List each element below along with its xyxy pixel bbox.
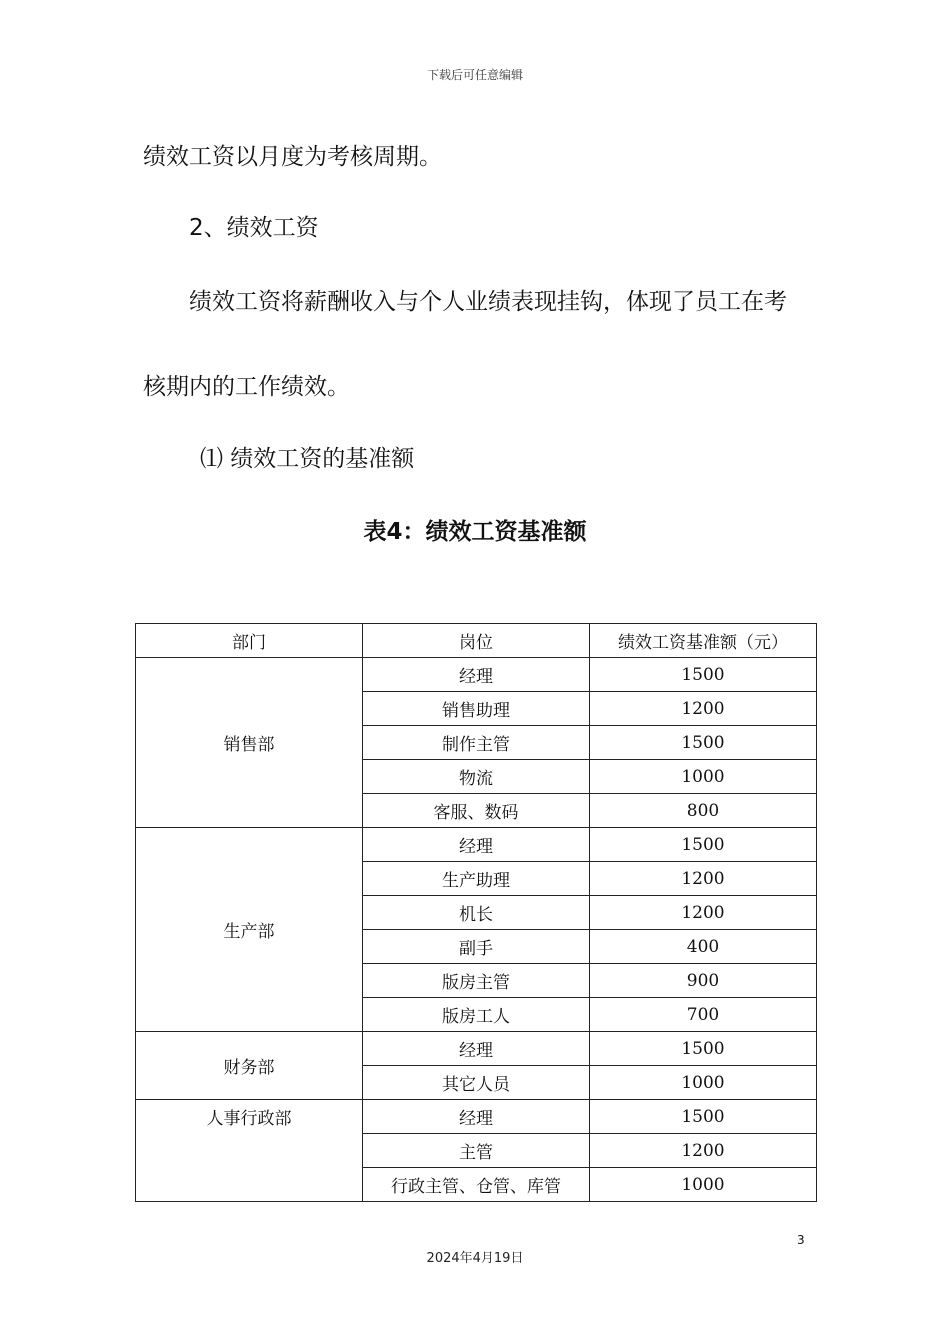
department-cell: 人事行政部: [136, 1100, 363, 1202]
header-amount: 绩效工资基准额（元）: [590, 624, 817, 658]
table-row: [136, 1100, 817, 1134]
amount-cell: 1500: [590, 1032, 817, 1066]
amount-cell: 400: [590, 930, 817, 964]
position-cell: 经理: [363, 1100, 590, 1134]
position-cell: 生产助理: [363, 862, 590, 896]
amount-cell: 800: [590, 794, 817, 828]
position-cell: 副手: [363, 930, 590, 964]
header-department: 部门: [136, 624, 363, 658]
amount-cell: 1200: [590, 1134, 817, 1168]
position-cell: 主管: [363, 1134, 590, 1168]
position-cell: 制作主管: [363, 726, 590, 760]
amount-cell: 1000: [590, 760, 817, 794]
amount-cell: 1200: [590, 862, 817, 896]
amount-cell: 1000: [590, 1066, 817, 1100]
department-cell: 销售部: [136, 658, 363, 828]
subsection-heading: ⑴ 绩效工资的基准额: [200, 446, 415, 472]
position-cell: 其它人员: [363, 1066, 590, 1100]
position-cell: 机长: [363, 896, 590, 930]
position-cell: 客服、数码: [363, 794, 590, 828]
amount-cell: 1500: [590, 828, 817, 862]
table-header-row: [136, 624, 817, 658]
position-cell: 版房主管: [363, 964, 590, 998]
table-title: 表4：绩效工资基准额: [363, 519, 587, 545]
paragraph-2-line-2: 核期内的工作绩效。: [143, 374, 350, 400]
position-cell: 经理: [363, 828, 590, 862]
table-row: [136, 658, 817, 692]
header-position: 岗位: [363, 624, 590, 658]
amount-cell: 1500: [590, 726, 817, 760]
paragraph-1: 绩效工资以月度为考核周期。: [143, 144, 442, 170]
position-cell: 销售助理: [363, 692, 590, 726]
amount-cell: 900: [590, 964, 817, 998]
table-row: [136, 828, 817, 862]
position-cell: 经理: [363, 1032, 590, 1066]
paragraph-2-line-1: 绩效工资将薪酬收入与个人业绩表现挂钩，体现了员工在考: [189, 289, 787, 315]
amount-cell: 700: [590, 998, 817, 1032]
position-cell: 物流: [363, 760, 590, 794]
position-cell: 行政主管、仓管、库管: [363, 1168, 590, 1202]
table-row: [136, 1032, 817, 1066]
footer-date: 2024年4月19日: [426, 1251, 524, 1266]
position-cell: 版房工人: [363, 998, 590, 1032]
section-heading: 2、绩效工资: [189, 215, 319, 241]
amount-cell: 1000: [590, 1168, 817, 1202]
department-cell: 生产部: [136, 828, 363, 1032]
page-number: 3: [797, 1233, 805, 1247]
header-note: 下载后可任意编辑: [426, 68, 523, 82]
department-cell: 财务部: [136, 1032, 363, 1100]
amount-cell: 1500: [590, 1100, 817, 1134]
amount-cell: 1200: [590, 896, 817, 930]
position-cell: 经理: [363, 658, 590, 692]
amount-cell: 1200: [590, 692, 817, 726]
amount-cell: 1500: [590, 658, 817, 692]
salary-table: [135, 623, 817, 1202]
